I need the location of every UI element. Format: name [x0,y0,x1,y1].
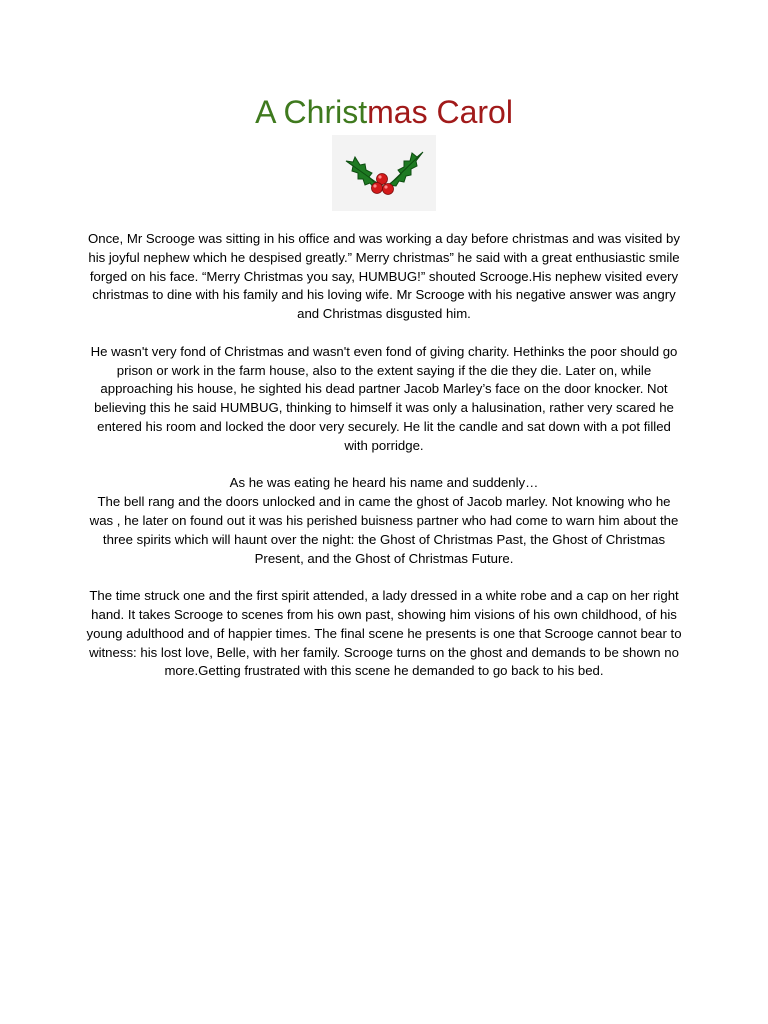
title-part-red: mas Carol [367,94,513,130]
holly-icon [332,135,436,211]
holly-image [332,135,436,211]
paragraph-3: As he was eating he heard his name and suddenly… [229,475,539,491]
story-body [86,230,682,681]
paragraph-1: Once, Mr Scrooge was sitting in his office and was working a day before christmas and was visited by his joyful nephew which he despised greatly.” Merry christmas” he said with a great enthusiastic smile forged on his face. “Merry Christmas you say, HUMBUG!” shouted Scrooge.His nephew visited every christmas to dine with his family and his loving wife. Mr Scrooge with his negative answer was angry and Christmas disgusted him. [87,231,680,322]
title-part-green: A Christ [255,94,368,130]
document-title [0,92,768,132]
paragraph-5: The time struck one and the first spirit attended, a lady dressed in a white robe and a cap on her right hand. It takes Scrooge to scenes from his own past, showing him visions of his own childhood, of his young adulthood and of happier times. The final scene he presents is one that Scrooge cannot bear to witness: his lost love, Belle, with her family. Scrooge turns on the ghost and demands to be shown no more.Getting frustrated with this scene he demanded to go back to his bed. [86,588,682,679]
paragraph-2: He wasn't very fond of Christmas and wasn't even fond of giving charity. Hethinks the poor should go prison or work in the farm house, also to the extent saying if the die they die. Later on, while approaching his house, he sighted his dead partner Jacob Marley’s face on the door knocker. Not believing this he said HUMBUG, thinking to himself it was only a halusination, rather very scared he entered his room and locked the door very securely. He lit the candle and sat down with a pot filled with porridge. [90,343,678,453]
paragraph-4: The bell rang and the doors unlocked and in came the ghost of Jacob marley. Not knowing who he was , he later on found out it was his perished buisness partner who had come to warn him about the three spirits which will haunt over the night: the Ghost of Christmas Past, the Ghost of Christmas Present, and the Ghost of Christmas Future. [89,494,679,566]
